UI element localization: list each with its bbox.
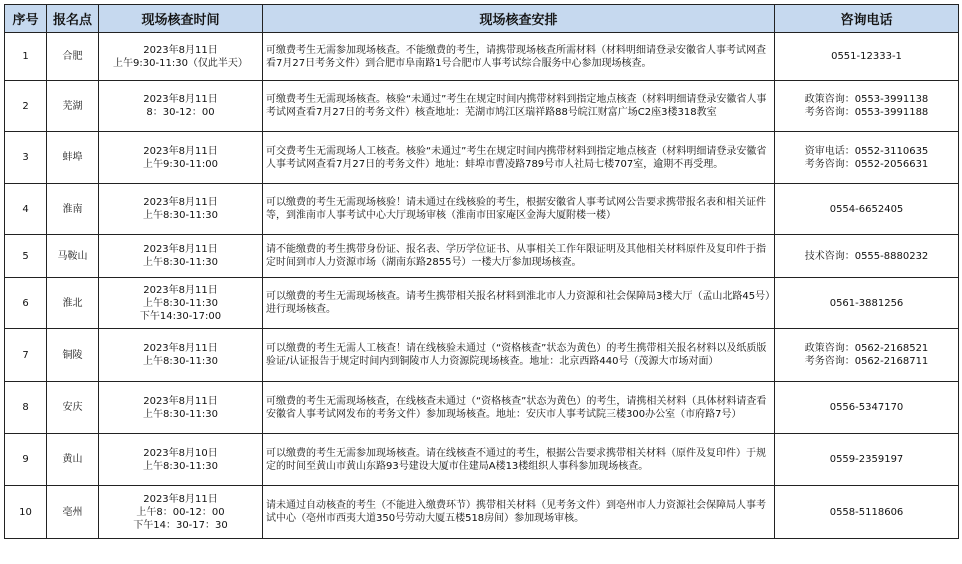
verification-time-line: 2023年8月10日 [143,447,218,459]
consult-phone-line: 考务咨询：0552-2056631 [804,158,929,170]
consult-phone-line: 政策咨询：0553-3991138 [804,94,929,105]
row-number: 8 [5,382,47,434]
verification-time [99,382,263,434]
verification-time-line: 上午8:30-11:30 [143,297,218,309]
row-number: 6 [5,278,47,329]
verification-time-line: 上午8:30-11:30 [143,257,218,268]
header-verification-time: 现场核查时间 [99,5,263,33]
consult-phone-line: 政策咨询：0562-2168521 [804,343,929,354]
registration-site: 黄山 [47,434,99,486]
verification-time-line: 2023年8月11日 [143,94,218,105]
verification-time [99,33,263,81]
verification-arrangement: 可缴费的考生无需现场核查，在线核查未通过（“资格核查”状态为黄色）的考生，请携相关材料（具体材料请查看安徽省人事考试网发布的考务文件）参加现场核查。地址：安庆市人事考试院三楼300办公室（市府路7号） [263,382,775,434]
row-number: 5 [5,235,47,278]
header-number: 序号 [5,5,47,33]
table-header-row [5,5,959,33]
table-row [5,81,959,132]
row-number: 2 [5,81,47,132]
verification-arrangement: 可以缴费的考生无需参加现场核查。请在线核查不通过的考生，根据公告要求携带相关材料（原件及复印件）于规定的时间至黄山市黄山东路93号建设大厦市住建局A楼13楼组织人事科参加现场核查。 [263,434,775,486]
verification-time-line: 上午8:30-11:30 [143,460,218,472]
verification-time-line: 上午8:30-11:30 [143,408,218,420]
consult-phone [775,382,959,434]
consult-phone-line: 0554-6652405 [829,203,904,215]
registration-site: 淮南 [47,184,99,235]
consult-phone [775,132,959,184]
consult-phone-line: 0556-5347170 [829,402,904,413]
consult-phone [775,235,959,278]
registration-site: 合肥 [47,33,99,81]
table-row [5,382,959,434]
table-row [5,235,959,278]
verification-arrangement: 请不能缴费的考生携带身份证、报名表、学历学位证书、从事相关工作年限证明及其他相关材料原件及复印件于指定时间到市人力资源市场（湖南东路2855号）一楼大厅参加现场核查。 [263,235,775,278]
consult-phone-line: 资审电话：0552-3110635 [804,145,929,157]
registration-site: 亳州 [47,486,99,539]
header-consult-phone: 咨询电话 [775,5,959,33]
verification-time-line: 上午9:30-11:30（仅此半天） [113,57,248,69]
verification-time [99,434,263,486]
registration-site: 铜陵 [47,329,99,382]
verification-time-line: 2023年8月11日 [143,44,218,56]
verification-time-line: 2023年8月11日 [143,493,218,505]
row-number: 3 [5,132,47,184]
registration-site: 淮北 [47,278,99,329]
verification-time-line: 上午8：00-12：00 [136,506,225,518]
verification-time [99,81,263,132]
consult-phone [775,81,959,132]
row-number: 4 [5,184,47,235]
verification-time [99,184,263,235]
registration-site: 马鞍山 [47,235,99,278]
consult-phone-line: 考务咨询：0562-2168711 [804,356,929,367]
row-number: 10 [5,486,47,539]
verification-time [99,132,263,184]
consult-phone [775,486,959,539]
verification-time-line: 2023年8月11日 [143,244,218,255]
consult-phone-line: 0559-2359197 [829,454,904,465]
row-number: 1 [5,33,47,81]
table-row [5,486,959,539]
consult-phone-line: 0558-5118606 [829,506,904,518]
verification-time [99,329,263,382]
header-registration-site: 报名点 [47,5,99,33]
verification-time-line: 2023年8月11日 [143,343,218,354]
verification-arrangement: 可以缴费的考生无需现场核查。请考生携带相关报名材料到淮北市人力资源和社会保障局3楼大厅（孟山北路45号）进行现场核查。 [263,278,775,329]
verification-time-line: 2023年8月11日 [143,284,218,296]
consult-phone [775,184,959,235]
table-row [5,132,959,184]
verification-time-line: 2023年8月11日 [143,395,218,407]
verification-arrangement: 可以缴费的考生无需人工核查！请在线核验未通过（“资格核查”状态为黄色）的考生携带相关报名材料以及纸质版验证/认证报告于规定时间内到铜陵市人力资源院现场核查。地址：北京西路440号（茂源大市场对面） [263,329,775,382]
verification-arrangement: 可缴费考生无需现场核查。核验“未通过”考生在规定时间内携带材料到指定地点核查（材料明细请登录安徽省人事考试网查看7月27日的考务文件）核查地址：芜湖市鸠江区瑞祥路88号皖江财富广场C2座3楼318教室 [263,81,775,132]
consult-phone-line: 0561-3881256 [829,297,904,309]
verification-arrangement: 可交费考生无需现场人工核查。核验“未通过”考生在规定时间内携带材料到指定地点核查（材料明细请登录安徽省人事考试网查看7月27日的考务文件）地址：蚌埠市曹凌路789号市人社局七楼707室，逾期不再受理。 [263,132,775,184]
consult-phone [775,33,959,81]
consult-phone [775,329,959,382]
verification-arrangement: 可缴费考生无需参加现场核查。不能缴费的考生，请携带现场核查所需材料（材料明细请登录安徽省人事考试网查看7月27日考务文件）到合肥市阜南路1号合肥市人事考试综合服务中心参加现场核查。 [263,33,775,81]
verification-arrangement: 可以缴费的考生无需现场核验！请未通过在线核验的考生，根据安徽省人事考试网公告要求携带报名表和相关证件等，到淮南市人事考试中心大厅现场审核（淮南市田家庵区金海大厦附楼一楼） [263,184,775,235]
table-body [5,33,959,539]
registration-site: 芜湖 [47,81,99,132]
verification-schedule-table [4,4,959,539]
verification-time-line: 2023年8月11日 [143,145,218,157]
verification-time-line: 8：30-12：00 [146,107,215,118]
verification-time-line: 上午8:30-11:30 [143,356,218,367]
consult-phone [775,278,959,329]
verification-arrangement: 请未通过自动核查的考生（不能进入缴费环节）携带相关材料（见考务文件）到亳州市人力资源社会保障局人事考试中心（亳州市西夷大道350号劳动大厦五楼518房间）参加现场审核。 [263,486,775,539]
verification-time-line: 下午14：30-17：30 [133,519,228,531]
registration-site: 安庆 [47,382,99,434]
row-number: 7 [5,329,47,382]
table-row [5,434,959,486]
verification-time-line: 上午8:30-11:30 [143,210,218,221]
table-row [5,278,959,329]
consult-phone-line: 0551-12333-1 [831,51,902,62]
verification-time-line: 下午14:30-17:00 [139,310,222,322]
consult-phone-line: 考务咨询：0553-3991188 [804,107,929,118]
verification-time [99,278,263,329]
verification-time-line: 上午9:30-11:00 [143,158,218,170]
table-row [5,33,959,81]
consult-phone-line: 技术咨询：0555-8880232 [804,250,929,262]
consult-phone [775,434,959,486]
table-row [5,184,959,235]
header-verification-arrangement: 现场核查安排 [263,5,775,33]
registration-site: 蚌埠 [47,132,99,184]
verification-time [99,486,263,539]
verification-time-line: 2023年8月11日 [143,197,218,208]
table-row [5,329,959,382]
row-number: 9 [5,434,47,486]
verification-time [99,235,263,278]
